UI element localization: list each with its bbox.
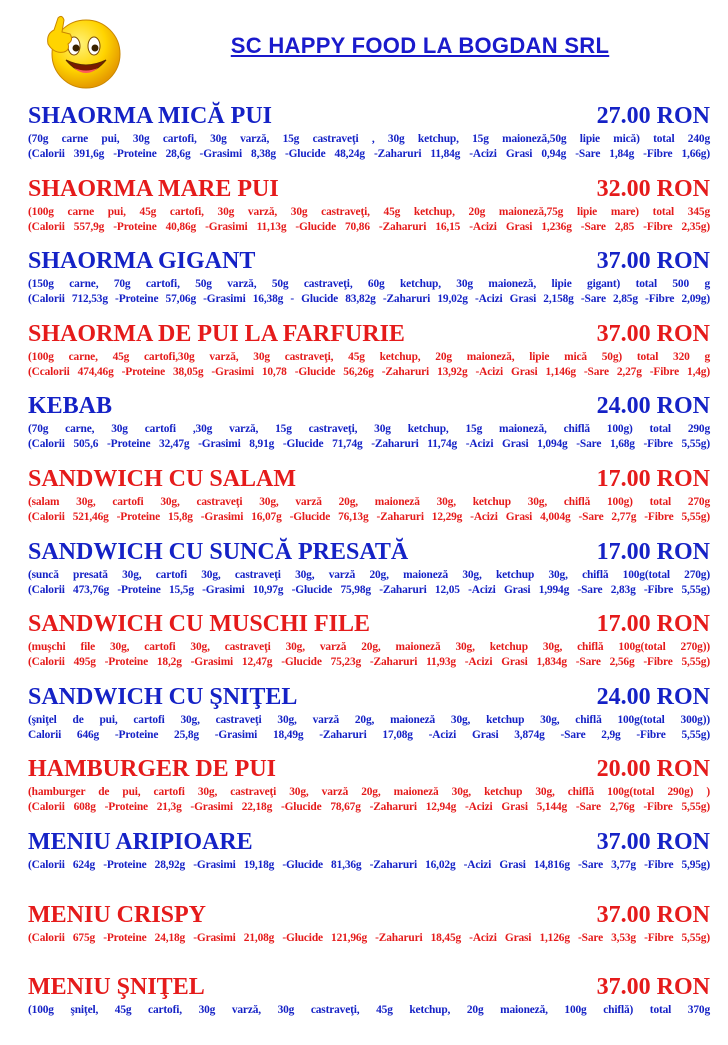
menu-item-details: (100g carne pui, 45g cartofi, 30g varză, 30g castraveţi, 45g ketchup, 20g maioneză,75g lipie mare) total 345g xyxy=(28,205,710,218)
menu-item xyxy=(28,827,710,900)
menu-item xyxy=(28,609,710,682)
menu-item-header xyxy=(28,101,710,132)
menu-item-details: (150g carne, 70g cartofi, 50g varză, 50g castraveţi, 60g ketchup, 30g maioneză, lipie gigant) total 500 g xyxy=(28,278,710,291)
menu-item-price: 37.00 RON xyxy=(596,248,710,275)
menu-item-price: 27.00 RON xyxy=(596,103,710,129)
menu-item-nutrition: Calorii 646g -Proteine 25,8g -Grasimi 18,49g -Zaharuri 17,08g -Acizi Grasi 3,874g -Sare 2,9g -Fibre 5,55g) xyxy=(28,728,710,741)
menu-item-name: MENIU ARIPIOARE xyxy=(28,828,253,855)
menu-item-details: (70g carne pui, 30g cartofi, 30g varză, 15g castraveţi , 30g ketchup, 15g maioneză,50g lipie mică) total 240g xyxy=(28,133,710,145)
menu-item-details: (muşchi file 30g, cartofi 30g, castraveţi 30g, varză 20g, maioneză 30g, ketchup 30g, chiflă 100g(total 270g)) xyxy=(28,641,710,654)
menu-item-price: 17.00 RON xyxy=(596,538,710,565)
menu-item xyxy=(28,319,710,392)
menu-item-name: SHAORMA MARE PUI xyxy=(28,175,279,202)
menu-item-header xyxy=(28,754,710,785)
menu-item-details: (100g şniţel, 45g cartofi, 30g varză, 30g castraveţi, 45g ketchup, 20g maioneză, 100g chiflă) total 370g xyxy=(28,1004,710,1017)
menu-item xyxy=(28,246,710,319)
menu-item xyxy=(28,900,710,973)
menu-item-details: (Calorii 675g -Proteine 24,18g -Grasimi 21,08g -Glucide 121,96g -Zaharuri 18,45g -Acizi Grasi 1,126g -Sare 3,53g -Fibre 5,55g) xyxy=(28,931,710,944)
menu-item-header xyxy=(28,682,710,713)
menu-item xyxy=(28,391,710,464)
menu-item-name: MENIU CRISPY xyxy=(28,901,207,928)
menu-list xyxy=(28,101,710,1045)
menu-item-name: MENIU ŞNIŢEL xyxy=(28,974,205,1001)
smiley-thumbs-up-icon xyxy=(40,10,122,92)
menu-item-details: (hamburger de pui, cartofi 30g, castraveţi 30g, varză 20g, maioneză 30g, ketchup 30g, chiflă 100g(total 290g) ) xyxy=(28,786,710,799)
menu-item xyxy=(28,537,710,610)
menu-item-name: HAMBURGER DE PUI xyxy=(28,756,277,783)
menu-item-name: SHAORMA MICĂ PUI xyxy=(28,103,272,129)
menu-item xyxy=(28,464,710,537)
menu-item-nutrition: (Calorii 608g -Proteine 21,3g -Grasimi 22,18g -Glucide 78,67g -Zaharuri 12,94g -Acizi Grasi 5,144g -Sare 2,76g -Fibre 5,55g) xyxy=(28,801,710,814)
menu-item-name: SANDWICH CU SUNCĂ PRESATĂ xyxy=(28,538,409,565)
menu-item-details: (70g carne, 30g cartofi ,30g varză, 15g castraveţi, 30g ketchup, 15g maioneză, chiflă 100g) total 290g xyxy=(28,423,710,436)
menu-item-price: 37.00 RON xyxy=(596,901,710,928)
menu-item xyxy=(28,174,710,247)
menu-item-details: (salam 30g, cartofi 30g, castraveţi 30g, varză 20g, maioneză 30g, ketchup 30g, chiflă 100g) total 270g xyxy=(28,495,710,508)
menu-item-price: 17.00 RON xyxy=(596,465,710,492)
menu-item-header xyxy=(28,174,710,205)
menu-item-nutrition: (Calorii 557,9g -Proteine 40,86g -Grasimi 11,13g -Glucide 70,86 -Zaharuri 16,15 -Acizi Grasi 1,236g -Sare 2,85 -Fibre 2,35g) xyxy=(28,220,710,233)
menu-item-price: 37.00 RON xyxy=(596,974,710,1001)
menu-item-name: KEBAB xyxy=(28,393,113,420)
menu-item xyxy=(28,754,710,827)
menu-item-nutrition: (Calorii 521,46g -Proteine 15,8g -Grasimi 16,07g -Glucide 76,13g -Zaharuri 12,29g -Acizi Grasi 4,004g -Sare 2,77g -Fibre 5,55g) xyxy=(28,510,710,523)
menu-item-nutrition: (Calorii 495g -Proteine 18,2g -Grasimi 12,47g -Glucide 75,23g -Zaharuri 11,93g -Acizi Grasi 1,834g -Sare 2,56g -Fibre 5,55g) xyxy=(28,656,710,669)
menu-item-header xyxy=(28,972,710,1003)
menu-item-details: (şniţel de pui, cartofi 30g, castraveţi 30g, varză 20g, maioneză 30g, ketchup 30g, chiflă 100g(total 300g)) xyxy=(28,713,710,726)
header xyxy=(0,0,728,90)
menu-item-header xyxy=(28,246,710,277)
menu-item-price: 24.00 RON xyxy=(596,683,710,710)
menu-item-price: 37.00 RON xyxy=(596,828,710,855)
menu-item xyxy=(28,101,710,174)
menu-item-price: 37.00 RON xyxy=(596,320,710,347)
menu-item-price: 24.00 RON xyxy=(596,393,710,420)
menu-item-name: SANDWICH CU ŞNIŢEL xyxy=(28,683,298,710)
menu-item xyxy=(28,682,710,755)
menu-item-name: SHAORMA GIGANT xyxy=(28,248,256,275)
menu-item-details: (Calorii 624g -Proteine 28,92g -Grasimi 19,18g -Glucide 81,36g -Zaharuri 16,02g -Acizi Grasi 14,816g -Sare 3,77g -Fibre 5,95g) xyxy=(28,858,710,871)
menu-item-nutrition: (Calorii 712,53g -Proteine 57,06g -Grasimi 16,38g - Glucide 83,82g -Zaharuri 19,02g -Acizi Grasi 2,158g -Sare 2,85g -Fibre 2,09g) xyxy=(28,293,710,306)
menu-item-name: SANDWICH CU MUSCHI FILE xyxy=(28,611,371,638)
menu-item-details: (100g carne, 45g cartofi,30g varză, 30g castraveţi, 45g ketchup, 20g maioneză, lipie mică 50g) total 320 g xyxy=(28,350,710,363)
menu-item-header xyxy=(28,827,710,858)
menu-item-nutrition: (Calorii 391,6g -Proteine 28,6g -Grasimi 8,38g -Glucide 48,24g -Zaharuri 11,84g -Acizi Grasi 0,94g -Sare 1,84g -Fibre 1,66g) xyxy=(28,148,710,160)
menu-item xyxy=(28,972,710,1045)
menu-item-header xyxy=(28,537,710,568)
menu-item-name: SHAORMA DE PUI LA FARFURIE xyxy=(28,320,405,347)
menu-item-price: 17.00 RON xyxy=(596,611,710,638)
menu-item-header xyxy=(28,609,710,640)
menu-item-nutrition: (Calorii 473,76g -Proteine 15,5g -Grasimi 10,97g -Glucide 75,98g -Zaharuri 12,05 -Acizi Grasi 1,994g -Sare 2,83g -Fibre 5,55g) xyxy=(28,583,710,596)
menu-item-header xyxy=(28,464,710,495)
menu-item-header xyxy=(28,319,710,350)
menu-item-header xyxy=(28,391,710,422)
menu-item-nutrition: (Ccalorii 474,46g -Proteine 38,05g -Grasimi 10,78 -Glucide 56,26g -Zaharuri 13,92g -Acizi Grasi 1,146g -Sare 2,27g -Fibre 1,4g) xyxy=(28,365,710,378)
page-title: SC HAPPY FOOD LA BOGDAN SRL xyxy=(230,33,610,58)
menu-item-price: 20.00 RON xyxy=(596,756,710,783)
menu-item-nutrition: (Calorii 505,6 -Proteine 32,47g -Grasimi 8,91g -Glucide 71,74g -Zaharuri 11,74g -Acizi Grasi 1,094g -Sare 1,68g -Fibre 5,55g) xyxy=(28,438,710,451)
menu-item-header xyxy=(28,900,710,931)
menu-item-name: SANDWICH CU SALAM xyxy=(28,465,297,492)
menu-item-details: (suncă presată 30g, cartofi 30g, castraveţi 30g, varză 20g, maioneză 30g, ketchup 30g, chiflă 100g(total 270g) xyxy=(28,568,710,581)
menu-item-price: 32.00 RON xyxy=(596,175,710,202)
